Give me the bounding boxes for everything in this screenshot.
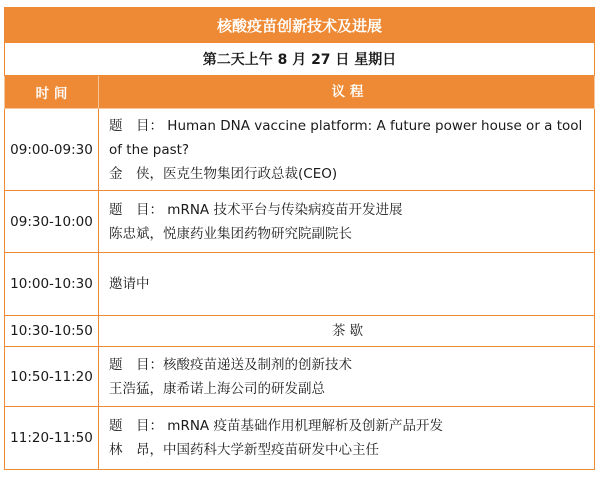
- column-header-row: [4, 76, 595, 109]
- session-topic: 题 目：核酸疫苗递送及制剂的创新技术: [109, 356, 352, 373]
- session-topic: 邀请中: [109, 276, 150, 292]
- time-cell: 10:30-10:50: [4, 316, 99, 347]
- break-label: 茶 歇: [331, 323, 364, 339]
- column-header-time: 时 间: [4, 76, 99, 109]
- session-topic: 题 目： mRNA 疫苗基础作用机理解析及创新产品开发: [109, 418, 443, 434]
- session-speaker: 林 昂，中国药科大学新型疫苗研发中心主任: [109, 442, 379, 458]
- table-row: [4, 407, 595, 470]
- time-cell: 11:20-11:50: [4, 407, 99, 470]
- session-speaker: 王浩猛，康希诺上海公司的研发副总: [109, 380, 325, 397]
- agenda-cell: [99, 109, 595, 191]
- agenda-cell: [99, 316, 595, 347]
- column-header-agenda: 议 程: [99, 76, 595, 109]
- table-title: 核酸疫苗创新技术及进展: [4, 7, 595, 43]
- table-row: [4, 109, 595, 191]
- agenda-cell: [99, 191, 595, 253]
- table-row: [4, 253, 595, 316]
- table-row: [4, 316, 595, 347]
- table-row: [4, 347, 595, 407]
- time-cell: 10:00-10:30: [4, 253, 99, 316]
- session-speaker: 金 侠，医克生物集团行政总裁(CEO): [109, 165, 338, 182]
- agenda-cell: [99, 407, 595, 470]
- agenda-table: [4, 7, 595, 470]
- time-cell: 09:00-09:30: [4, 109, 99, 191]
- agenda-cell: [99, 347, 595, 407]
- time-cell: 09:30-10:00: [4, 191, 99, 253]
- session-speaker: 陈忠斌，悦康药业集团药物研究院副院长: [109, 225, 352, 242]
- session-topic: 题 目： Human DNA vaccine platform: A future power house or a tool of the past?: [109, 117, 583, 158]
- table-row: [4, 191, 595, 253]
- session-topic: 题 目： mRNA 技术平台与传染病疫苗开发进展: [109, 201, 403, 218]
- time-cell: 10:50-11:20: [4, 347, 99, 407]
- agenda-cell: [99, 253, 595, 316]
- day-subtitle: 第二天上午 8 月 27 日 星期日: [4, 43, 595, 76]
